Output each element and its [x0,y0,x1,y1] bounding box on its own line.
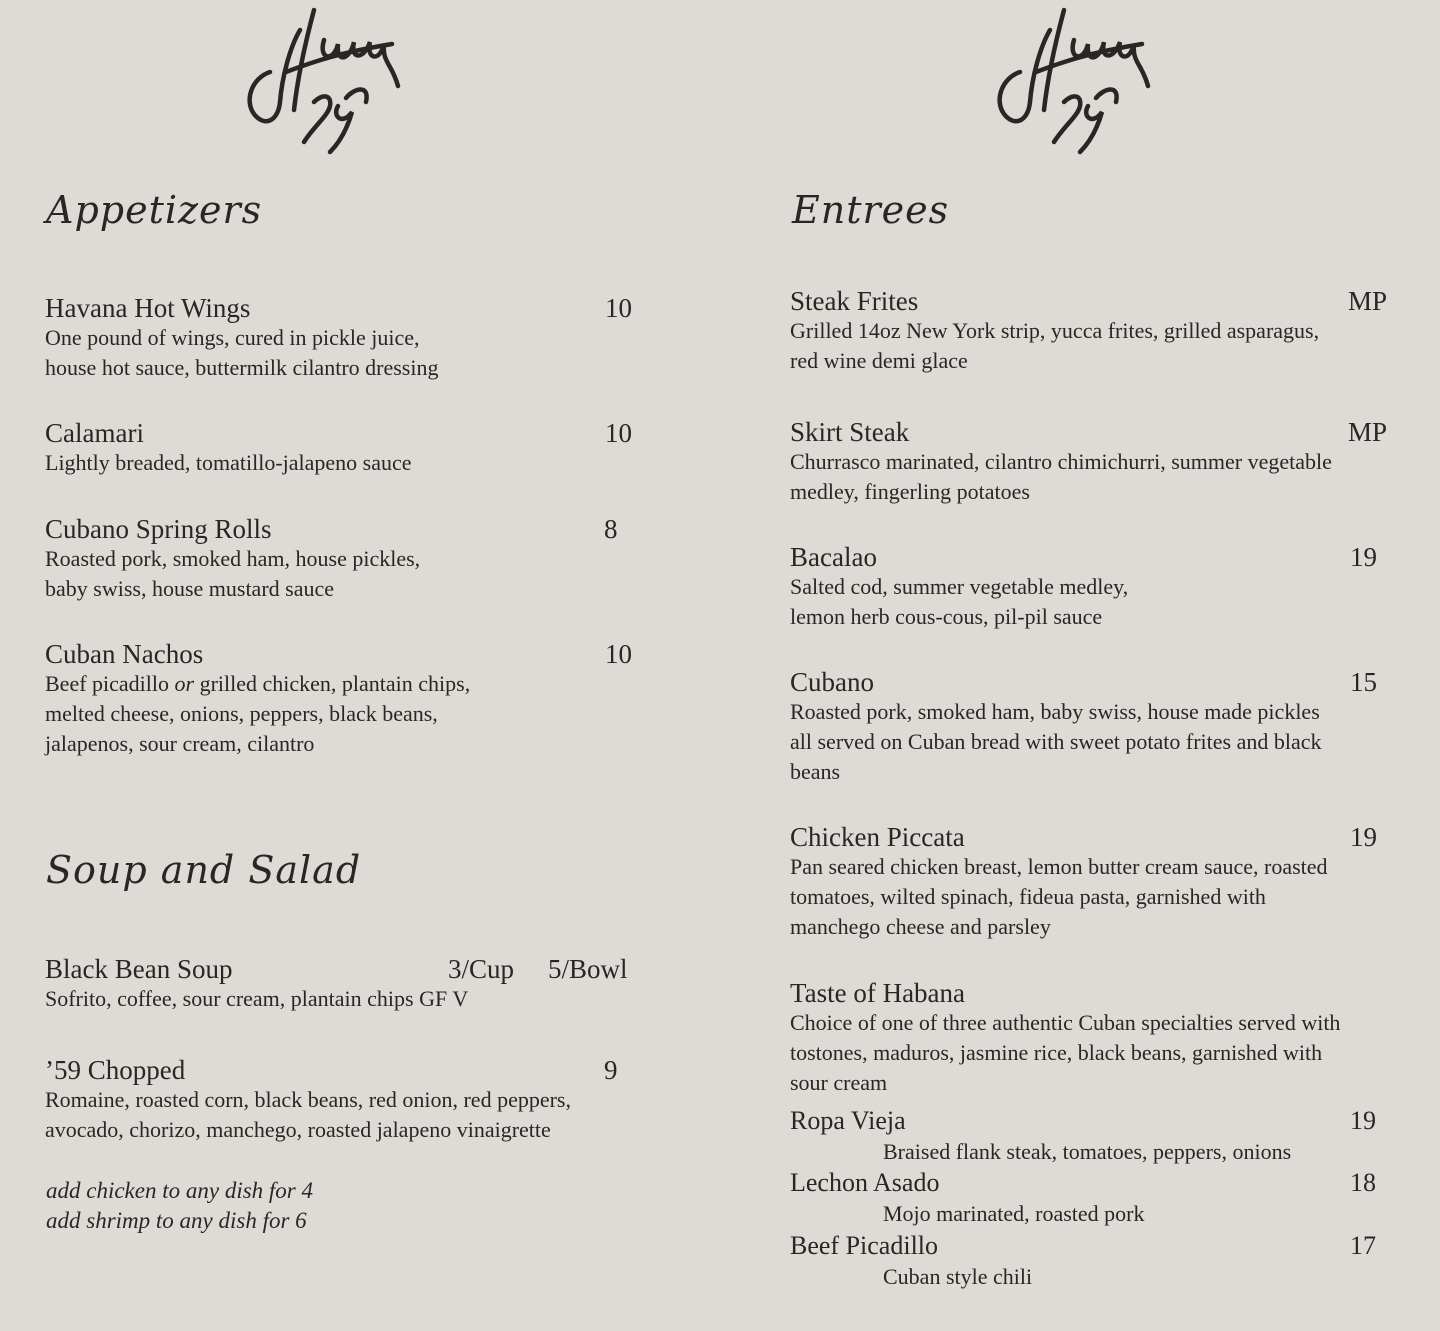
item-description: tostones, maduros, jasmine rice, black beans, garnished with [790,1040,1323,1065]
item-description: One pound of wings, cured in pickle juice, [45,325,420,350]
item-price: 10 [605,293,632,323]
menu-item-cubano [790,665,1377,787]
entrees-heading: Entrees [792,188,950,232]
menu-item-chicken-piccata [790,820,1377,942]
item-name: Havana Hot Wings [45,293,251,323]
menu-item-black-bean-soup [45,952,628,1014]
menu-item-skirt-steak [790,415,1388,507]
item-description: Pan seared chicken breast, lemon butter cream sauce, roasted [790,854,1328,879]
item-price: 8 [604,514,618,544]
item-description: Churrasco marinated, cilantro chimichurri, summer vegetable [790,449,1332,474]
item-description: house hot sauce, buttermilk cilantro dressing [45,355,439,380]
menu-item-bacalao [790,540,1377,632]
item-description: manchego cheese and parsley [790,914,1051,939]
menu-item-cubano-spring-rolls [45,512,618,604]
appetizers-heading: Appetizers [46,188,263,232]
havana-59-logo-right [992,2,1152,157]
item-name: Black Bean Soup [45,954,233,984]
item-price: 19 [1350,822,1377,852]
specialty-price: 17 [1350,1231,1376,1260]
item-description: Lightly breaded, tomatillo-jalapeno sauce [45,450,412,475]
item-name: Cubano [790,667,874,697]
item-name: Cuban Nachos [45,639,204,669]
item-description: jalapenos, sour cream, cilantro [45,731,315,756]
menu-item-taste-of-habana [790,976,1340,1098]
item-description [45,669,470,699]
item-description-part: Sofrito, coffee, sour cream, plantain chips [45,986,420,1011]
item-name: Steak Frites [790,286,919,316]
item-description-part: Beef picadillo [45,671,170,696]
add-chicken-note: add chicken to any dish for 4 [46,1178,314,1203]
menu-item-havana-hot-wings [45,291,632,383]
item-description: beans [790,759,841,784]
specialty-description: Mojo marinated, roasted pork [883,1201,1145,1226]
item-description: Romaine, roasted corn, black beans, red onion, red peppers, [45,1087,571,1112]
item-name: Taste of Habana [790,978,966,1008]
havana-59-logo-graphic [242,2,402,157]
item-name: Chicken Piccata [790,822,965,852]
specialty-price: 19 [1350,1106,1376,1135]
item-price: MP [1348,417,1388,447]
item-description: lemon herb cous-cous, pil-pil sauce [790,604,1103,629]
specialty-name-ropa-vieja: Ropa Vieja [790,1106,906,1135]
item-price-bowl: 5/Bowl [548,954,628,984]
item-description: all served on Cuban bread with sweet potato frites and black [790,729,1322,754]
item-description: melted cheese, onions, peppers, black beans, [45,701,438,726]
item-price: 19 [1350,542,1377,572]
item-description: sour cream [790,1070,888,1095]
item-description: Grilled 14oz New York strip, yucca frites, grilled asparagus, [790,318,1320,343]
specialty-name-beef-picadillo: Beef Picadillo [790,1231,939,1260]
item-description-or: or [174,671,195,696]
item-price-cup: 3/Cup [448,954,515,984]
specialty-description: Braised flank steak, tomatoes, peppers, onions [883,1139,1292,1164]
item-name: Skirt Steak [790,417,910,447]
item-price: 10 [605,639,632,669]
menu-item-59-chopped [45,1053,618,1145]
item-name: Cubano Spring Rolls [45,514,272,544]
menu-item-steak-frites [790,284,1388,376]
item-description: avocado, chorizo, manchego, roasted jalapeno vinaigrette [45,1117,551,1142]
item-name: Calamari [45,418,144,448]
havana-59-logo-graphic [992,2,1152,157]
item-price: MP [1348,286,1388,316]
menu-item-cuban-nachos [45,637,632,759]
item-description: Salted cod, summer vegetable medley, [790,574,1129,599]
item-description-part: grilled chicken, plantain chips, [199,671,471,696]
specialty-description: Cuban style chili [883,1264,1033,1289]
item-description: medley, fingerling potatoes [790,479,1030,504]
add-shrimp-note: add shrimp to any dish for 6 [46,1208,307,1233]
dietary-tags: GF V [419,986,469,1011]
item-description: baby swiss, house mustard sauce [45,576,335,601]
item-price: 15 [1350,667,1377,697]
havana-59-logo-left [242,2,402,157]
item-price: 9 [604,1055,618,1085]
item-price: 10 [605,418,632,448]
item-name: Bacalao [790,542,877,572]
specialty-name-lechon-asado: Lechon Asado [790,1168,940,1197]
menu-item-calamari [45,416,632,478]
item-description [45,984,468,1014]
soup-and-salad-heading: Soup and Salad [46,848,362,892]
item-description: red wine demi glace [790,348,968,373]
item-description: Roasted pork, smoked ham, baby swiss, house made pickles [790,699,1320,724]
item-name: ’59 Chopped [45,1055,186,1085]
item-description: Roasted pork, smoked ham, house pickles, [45,546,421,571]
item-description: tomatoes, wilted spinach, fideua pasta, garnished with [790,884,1266,909]
item-description: Choice of one of three authentic Cuban specialties served with [790,1010,1341,1035]
specialty-price: 18 [1350,1168,1376,1197]
